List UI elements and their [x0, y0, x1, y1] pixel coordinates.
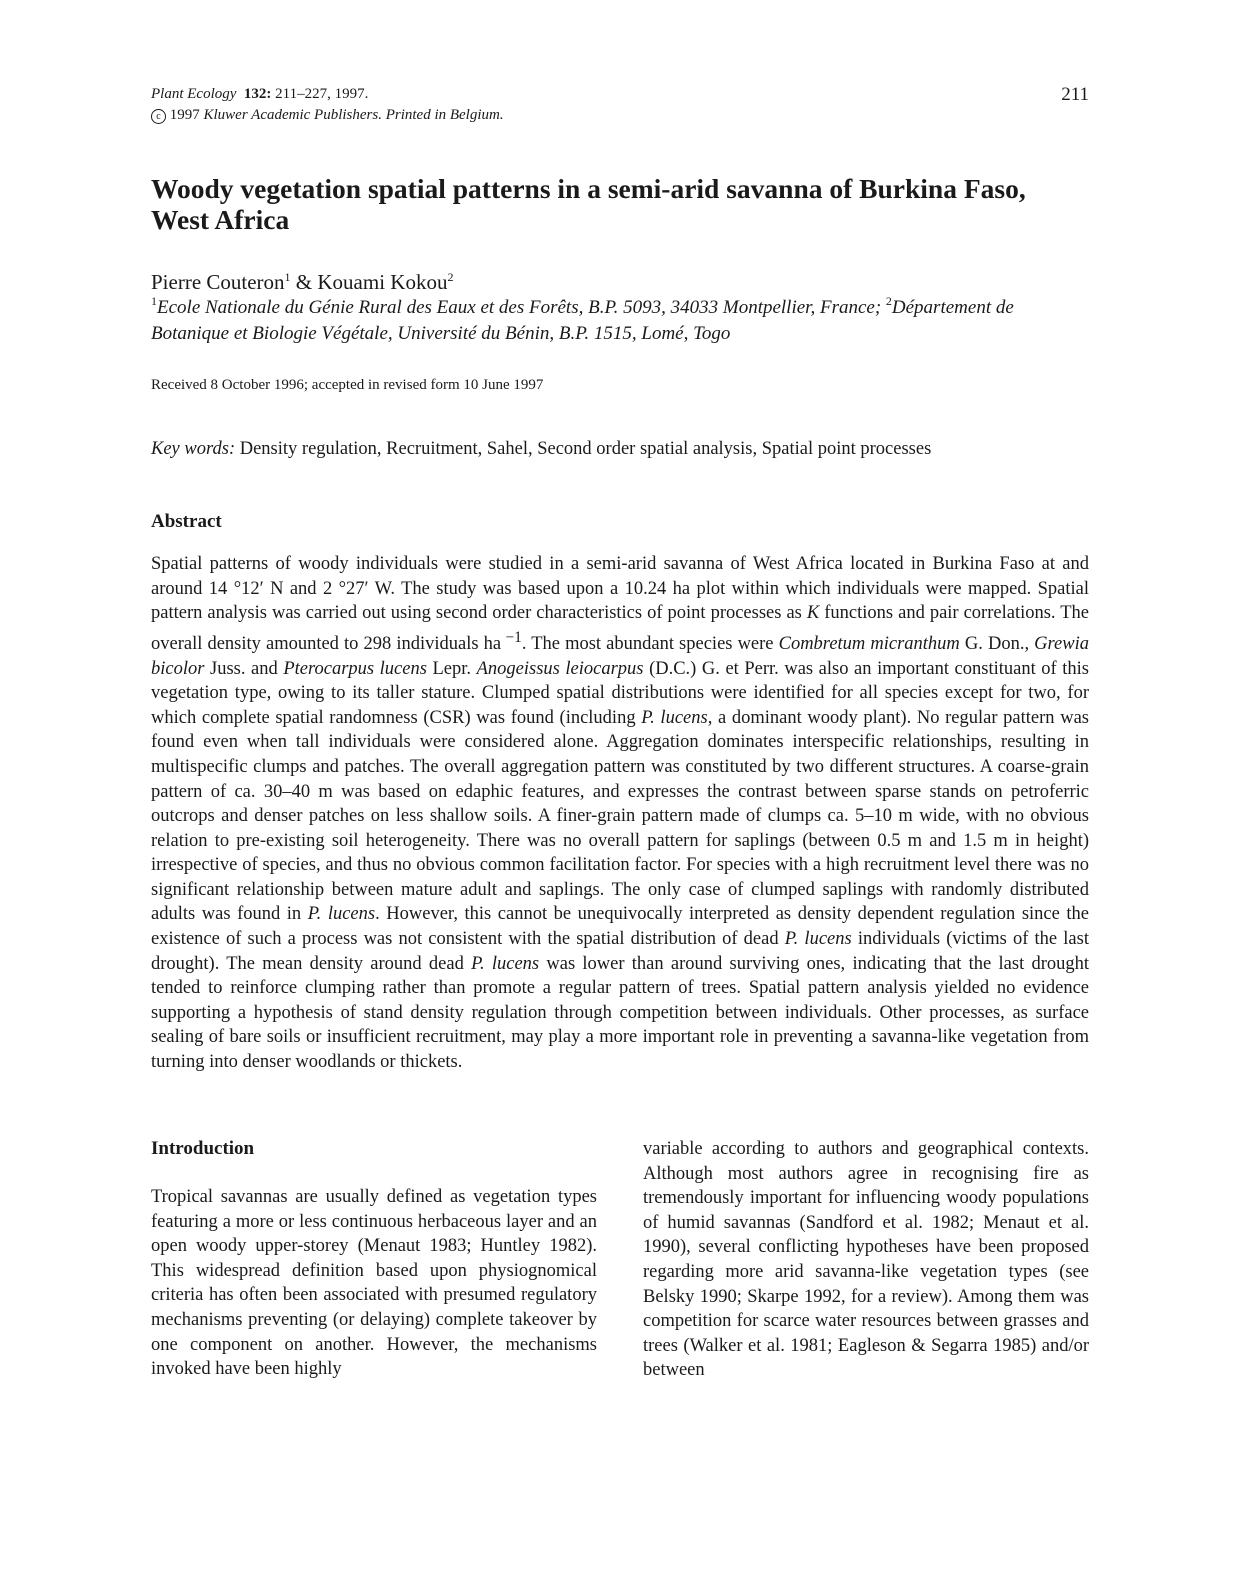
- abstract-text: Juss. and: [204, 658, 284, 679]
- copyright-icon: c: [151, 109, 166, 124]
- abstract-text: was lower than around surviving ones, indicating that the last drought tended to reinforce clumping rather than promote a regular pattern of trees. Spatial pattern analysis yielded no evidence supporting a hypothesis of stand density regulation through competition between individuals. Other processes, as surface sealing of bare soils or insufficient recruitment, may play a more important role in preventing a savanna-like vegetation from turning into denser woodlands or thickets.: [151, 953, 1090, 1073]
- running-header: [151, 84, 1089, 128]
- introduction-text-right: variable according to authors and geographical contexts. Although most authors agree in recognising fire as tremendously important for influencing woody populations of humid savannas (Sandford et al. 1982; Menaut et al. 1990), several conflicting hypotheses have been proposed regarding more arid savanna-like vegetation types (see Belsky 1990; Skarpe 1992, for a review). Among them was competition for scarce water resources between grasses and trees (Walker et al. 1981; Eagleson & Segarra 1985) and/or between: [643, 1139, 1089, 1381]
- author-name: Kouami Kokou: [317, 270, 448, 294]
- species-name: P. lucens: [784, 929, 852, 950]
- abstract-text: . The most abundant species were: [521, 633, 779, 654]
- abstract-text: , a dominant woody plant). No regular pattern was found even when tall individuals were considered alone. Aggregation dominates interspecific relationships, resulting in multispecific clumps and patches. The overall aggregation pattern was constituted by two different structures. A coarse-grain pattern of ca. 30–40 m was based on edaphic features, and expresses the contrast between sparse stands on petroferric outcrops and denser patches on less shallow soils. A finer-grain pattern made of clumps ca. 5–10 m wide, with no obvious relation to pre-existing soil heterogeneity. There was no overall pattern for saplings (between 0.5 m and 1.5 m in height) irrespective of species, and thus no obvious common facilitation factor. For species with a high recruitment level there was no significant relationship between mature adult and saplings. The only case of clumped saplings with randomly distributed adults was found in: [151, 707, 1089, 925]
- affiliations: [151, 295, 1089, 347]
- abstract-text: (D.C.) G. et Perr. was also an important constituant of this vegetation type, owing to its taller stature. Clumped spatial distributions were identified for all species except for two, for which complete spatial randomness (CSR) was found (including: [151, 658, 1090, 728]
- introduction-text-left: Tropical savannas are usually defined as vegetation types featuring a more or less continuous herbaceous layer and an open woody upper-storey (Menaut 1983; Huntley 1982). This widespread definition based upon physiognomical criteria has often been associated with presumed regulatory mechanisms preventing (or delaying) complete takeover by one component on another. However, the mechanisms invoked have been highly: [151, 1187, 597, 1380]
- affiliation-text: Département de Botanique et Biologie Végétale, Université du Bénin, B.P. 1515, Lomé, Togo: [151, 297, 1014, 344]
- author-affil-mark: 1: [284, 270, 291, 284]
- abstract-text: individuals (victims of the last drought). The mean density around dead: [151, 929, 1089, 974]
- copyright-line: [151, 105, 1089, 126]
- paper-page: [151, 84, 1090, 1381]
- copyright-year: 1997: [166, 107, 204, 123]
- species-name: P. lucens: [641, 707, 708, 728]
- author-name: Pierre Couteron: [151, 270, 285, 294]
- abstract-text: Spatial patterns of woody individuals were studied in a semi-arid savanna of West Africa located in Burkina Faso at and around 14 °12′ N and 2 °27′ W. The study was based upon a 10.24 ha plot within which individuals were mapped. Spatial pattern analysis was carried out using second order characteristics of point processes as: [151, 554, 1089, 624]
- abstract-text: functions and pair correlations. The overall density amounted to 298 individuals ha: [151, 603, 1089, 654]
- affil-mark: 2: [885, 294, 892, 308]
- species-name: Grewia bicolor: [151, 633, 1089, 679]
- abstract-text: . However, this cannot be unequivocally interpreted as density dependent regulation since the existence of such a process was not consistent with the spatial distribution of dead: [151, 904, 1089, 950]
- species-name: P. lucens: [307, 904, 376, 925]
- species-name: P. lucens: [471, 953, 540, 974]
- journal-pages-year: 211–227, 1997.: [271, 86, 369, 102]
- abstract-text: Lepr.: [426, 658, 477, 679]
- abstract-heading: Abstract: [151, 511, 222, 532]
- affil-mark: 1: [151, 294, 157, 308]
- author-affil-mark: 2: [447, 270, 454, 284]
- journal-name: Plant Ecology: [151, 86, 237, 102]
- author-separator: &: [290, 270, 318, 294]
- keywords: [151, 438, 1089, 460]
- paper-title: Woody vegetation spatial patterns in a semi-arid savanna of Burkina Faso, West Africa: [151, 173, 1026, 235]
- keywords-text: Density regulation, Recruitment, Sahel, Second order spatial analysis, Spatial point processes: [235, 439, 932, 459]
- affiliation-text: Ecole Nationale du Génie Rural des Eaux et des Forêts, B.P. 5093, 34033 Montpellier, France;: [157, 297, 886, 318]
- journal-volume: 132:: [243, 86, 272, 102]
- received-dates: Received 8 October 1996; accepted in revised form 10 June 1997: [151, 377, 544, 393]
- page-number: 211: [1061, 84, 1089, 105]
- keywords-label: Key words:: [151, 439, 236, 459]
- abstract-body: [151, 552, 1089, 1075]
- left-column: [151, 1137, 597, 1382]
- introduction-heading: Introduction: [151, 1138, 255, 1159]
- right-column: [643, 1137, 1089, 1383]
- species-name: Pterocarpus lucens: [283, 658, 427, 679]
- abstract-text: G. Don.,: [959, 633, 1035, 654]
- abstract-symbol: K: [806, 603, 820, 624]
- author-list: [151, 269, 1089, 295]
- abstract-exponent: −1: [501, 628, 522, 646]
- species-name: Combretum micranthum: [778, 633, 960, 654]
- species-name: Anogeissus leiocarpus: [476, 658, 644, 679]
- journal-citation: [151, 84, 1089, 105]
- publisher: Kluwer Academic Publishers. Printed in Belgium.: [203, 107, 504, 123]
